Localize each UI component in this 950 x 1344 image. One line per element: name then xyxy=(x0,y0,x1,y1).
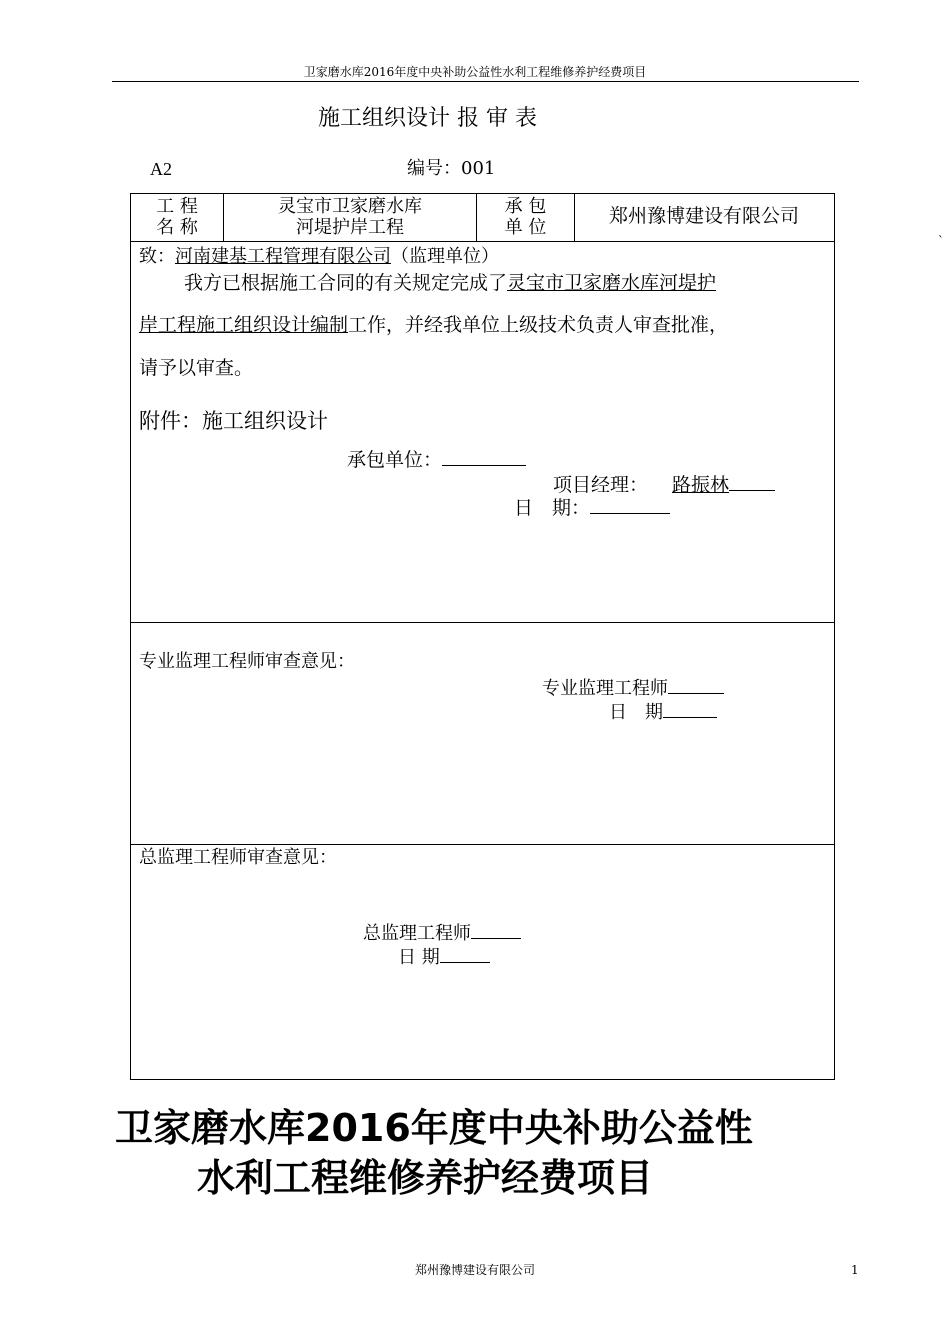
manager-name: 路振林 xyxy=(672,474,730,496)
page-header: 卫家磨水库2016年度中央补助公益性水利工程维修养护经费项目 xyxy=(303,65,647,79)
submission-date-blank xyxy=(590,495,670,514)
header-rule xyxy=(112,81,859,82)
specialist-signature-blank xyxy=(668,675,724,694)
section-divider-2 xyxy=(130,844,834,845)
chief-signature: 总监理工程师 xyxy=(363,920,521,946)
body-line-1: 我方已根据施工合同的有关规定完成了灵宝市卫家磨水库河堤护 xyxy=(184,272,717,294)
contractor-name: 郑州豫博建设有限公司 xyxy=(608,205,799,227)
form-number: 编号：001 xyxy=(407,158,496,179)
contractor-signature-blank xyxy=(442,447,526,466)
specialist-opinion-label: 专业监理工程师审查意见： xyxy=(139,651,355,672)
addressee-line: 致：河南建基工程管理有限公司（监理单位） xyxy=(139,246,499,267)
chief-opinion-label: 总监理工程师审查意见： xyxy=(139,847,337,868)
contractor-label: 承 包 单 位 xyxy=(504,196,547,238)
supervisor-org: 河南建基工程管理有限公司 xyxy=(175,246,391,267)
page-footer: 郑州豫博建设有限公司 xyxy=(414,1263,535,1277)
document-title-line-2: 水利工程维修养护经费项目 xyxy=(197,1156,654,1200)
submission-date: 日 期： xyxy=(514,495,670,521)
body-line-3: 请予以审查。 xyxy=(139,357,254,379)
row-divider-1 xyxy=(130,241,834,242)
specialist-signature: 专业监理工程师 xyxy=(542,675,724,701)
document-title-line-1: 卫家磨水库2016年度中央补助公益性 xyxy=(115,1106,753,1150)
attachment-line: 附件：施工组织设计 xyxy=(139,409,328,433)
specialist-date: 日 期 xyxy=(609,699,717,725)
section-divider-1 xyxy=(130,622,834,623)
project-label: 工 程 名 称 xyxy=(156,196,198,238)
contractor-signature: 承包单位： xyxy=(347,447,526,473)
form-title: 施工组织设计 报 审 表 xyxy=(318,106,537,131)
project-name: 灵宝市卫家磨水库 河堤护岸工程 xyxy=(278,196,422,238)
page-number: 1 xyxy=(851,1263,859,1277)
chief-signature-blank xyxy=(471,920,521,939)
body-line-2: 岸工程施工组织设计编制工作，并经我单位上级技术负责人审查批准， xyxy=(139,314,729,336)
margin-mark: ` xyxy=(938,234,944,248)
manager-line: 项目经理： 路振林 xyxy=(553,470,775,498)
chief-date: 日 期 xyxy=(398,944,490,970)
chief-date-blank xyxy=(440,944,490,963)
specialist-date-blank xyxy=(663,699,717,718)
manager-blank xyxy=(729,470,775,491)
form-code: A2 xyxy=(150,159,172,179)
